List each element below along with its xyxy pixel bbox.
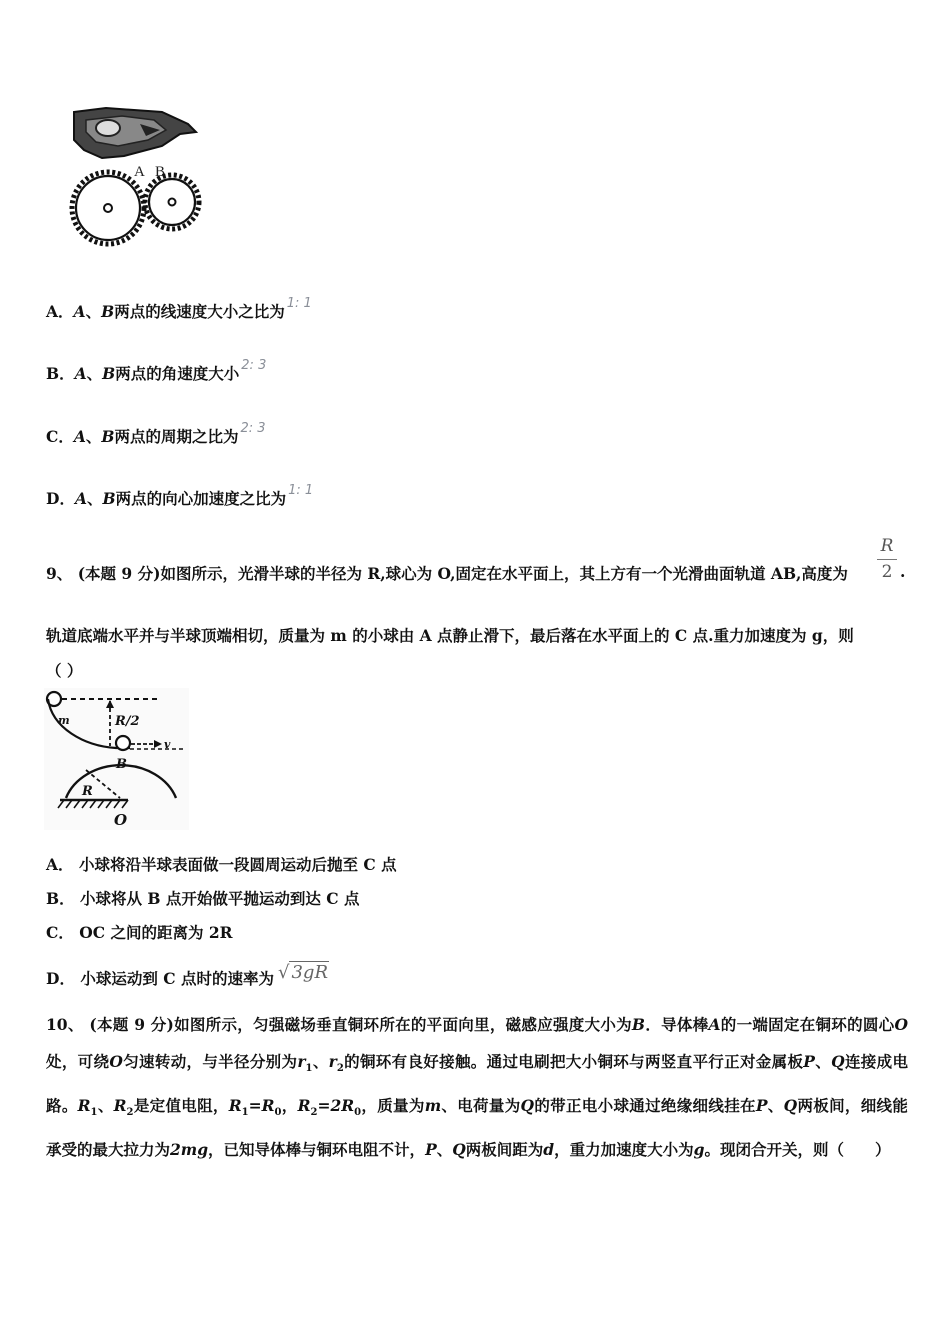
ball-b xyxy=(116,736,130,750)
label-r: R xyxy=(82,784,93,799)
label-o: O xyxy=(114,811,128,829)
ratio-value: 2: 3 xyxy=(240,421,266,436)
ratio-value: 1: 1 xyxy=(286,296,312,311)
q9-answer-paren: （ ） xyxy=(46,661,83,680)
q9-option-d: D． 小球运动到 C 点时的速率为 √ 3gR xyxy=(46,962,329,988)
hemisphere-figure xyxy=(44,688,189,830)
gear-figure xyxy=(62,100,207,250)
q9-option-c: C． OC 之间的距离为 2R xyxy=(46,923,233,942)
sqrt-expression: √ 3gR xyxy=(278,962,329,983)
gear-label-a: A xyxy=(134,164,145,180)
large-gear xyxy=(72,172,144,244)
label-height: R/2 xyxy=(115,714,140,729)
q9-option-b: B． 小球将从 B 点开始做平抛运动到达 C 点 xyxy=(46,889,360,908)
ratio-value: 1: 1 xyxy=(288,483,314,498)
fraction-r-over-2: R 2 xyxy=(876,536,898,582)
label-b: B xyxy=(116,757,127,772)
q9-option-a: A． 小球将沿半球表面做一段圆周运动后抛至 C 点 xyxy=(46,855,397,874)
q8-option-c: C．A、B两点的周期之比为 $^{2: 3}$ xyxy=(46,421,266,446)
ratio-value: 2: 3 xyxy=(241,358,267,373)
small-gear xyxy=(145,175,199,229)
label-m: m xyxy=(58,714,70,727)
q9-stem-line1: 9、 (本题 9 分)如图所示，光滑半球的半径为 R,球心为 O,固定在水平面上，其上方有一个光滑曲面轨道 AB,高度为 xyxy=(46,564,848,583)
gear-label-b: B xyxy=(155,164,166,180)
q8-option-b: B．A、B两点的角速度大小 $^{2: 3}$ xyxy=(46,358,267,383)
q9-period: . xyxy=(900,562,906,581)
iron-shape xyxy=(74,108,196,158)
q8-option-a: A．A、B两点的线速度大小之比为 $^{1: 1}$ xyxy=(46,296,312,321)
q9-stem-line2: 轨道底端水平并与半球顶端相切，质量为 m 的小球由 A 点静止滑下，最后落在水平面上的 C 点.重力加速度为 g，则 xyxy=(46,626,854,645)
q10-stem: 10、 (本题 9 分)如图所示，匀强磁场垂直铜环所在的平面向里，磁感应强度大小为B．导体棒A的一端固定在铜环的圆心O处，可绕O匀速转动，与半径分别为$r_1$、$r_2$的铜环有良好接触。通过电刷把大小铜环与两竖直平行正对金属板P、Q连接成电路。$R_1$、$R_2$是定值电阻，$R_1=R_0$，$R_2=2R_0$，质量为m、电荷量为Q的带正电小球通过绝缘细线挂在P、Q两板间，细线能承受的最大拉力为2mg，已知导体棒与铜环电阻不计，P、Q两板间距为d，重力加速度大小为g。现闭合开关，则（ ） xyxy=(46,1015,908,1160)
label-v: v xyxy=(164,738,171,751)
q8-option-d: D．A、B两点的向心加速度之比为 $^{1: 1}$ xyxy=(46,483,314,508)
